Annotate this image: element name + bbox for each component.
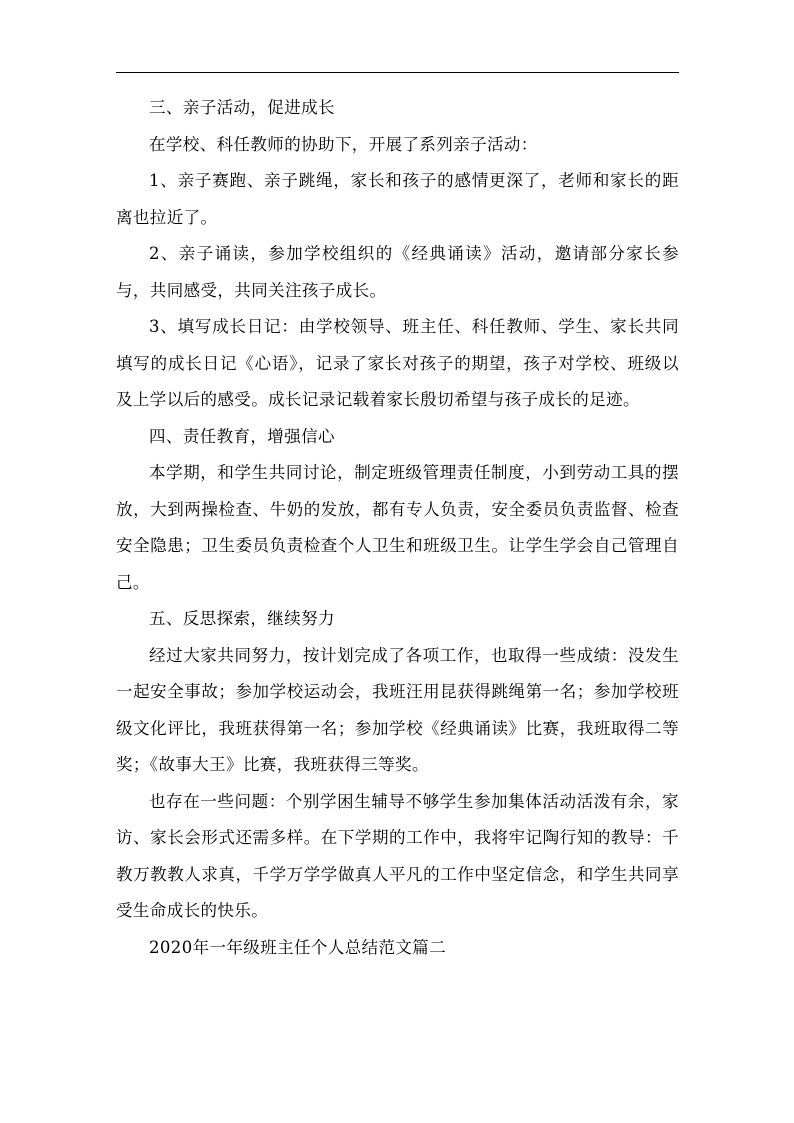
paragraph-item-2: 2、亲子诵读，参加学校组织的《经典诵读》活动，邀请部分家长参与，共同感受，共同关注孩子成长。 [116, 244, 679, 300]
paragraph-intro: 在学校、科任教师的协助下，开展了系列亲子活动： [149, 134, 538, 154]
paragraph-achievements: 经过大家共同努力，按计划完成了各项工作，也取得一些成绩：没发生一起安全事故；参加学校运动会，我班汪用昆获得跳绳第一名；参加学校班级文化评比，我班获得第一名；参加学校《经典诵读》比赛，我班取得二等奖；《故事大王》比赛，我班获得三等奖。 [116, 645, 679, 774]
section-heading-3: 三、亲子活动，促进成长 [149, 98, 335, 117]
paragraph-item-3: 3、填写成长日记：由学校领导、班主任、科任教师、学生、家长共同填写的成长日记《心语》，记录了家长对孩子的期望，孩子对学校、班级以及上学以后的感受。成长记录记载着家长殷切希望与孩子成长的足迹。 [116, 317, 679, 409]
section-heading-4: 四、责任教育，增强信心 [149, 426, 335, 446]
paragraph-problems: 也存在一些问题：个别学困生辅导不够学生参加集体活动活泼有余，家访、家长会形式还需多样。在下学期的工作中，我将牢记陶行知的教导：千教万教教人求真，千学万学学做真人平凡的工作中坚定信念，和学生共同享受生命成长的快乐。 [116, 791, 679, 920]
next-article-title: 2020年一年级班主任个人总结范文篇二 [149, 937, 447, 957]
paragraph-responsibility: 本学期，和学生共同讨论，制定班级管理责任制度，小到劳动工具的摆放，大到两操检查、牛奶的发放，都有专人负责，安全委员负责监督、检查安全隐患；卫生委员负责检查个人卫生和班级卫生。让学生学会自己管理自己。 [116, 463, 679, 592]
paragraph-item-1: 1、亲子赛跑、亲子跳绳，家长和孩子的感情更深了，老师和家长的距离也拉近了。 [116, 171, 679, 227]
header-rule [116, 72, 679, 73]
section-heading-5: 五、反思探索，继续努力 [149, 609, 335, 628]
document-body [116, 90, 679, 966]
